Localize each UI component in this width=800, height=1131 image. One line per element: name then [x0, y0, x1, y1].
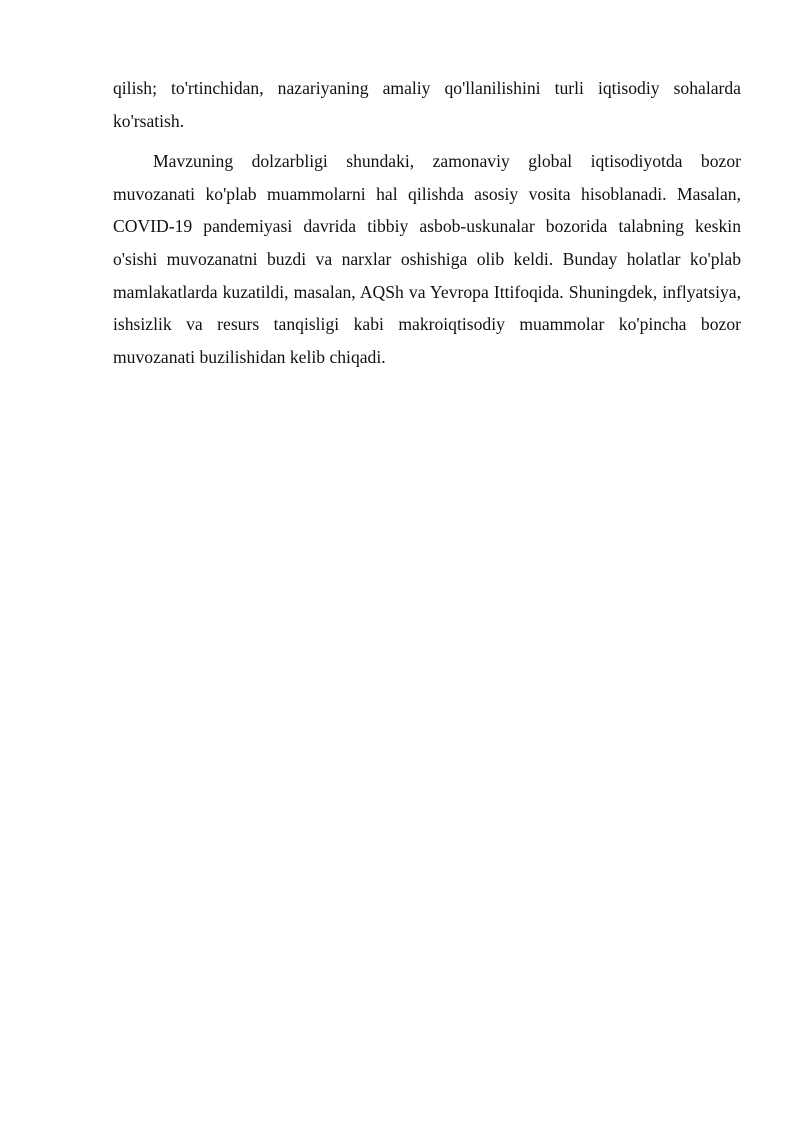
paragraph-relevance: Mavzuning dolzarbligi shundaki, zamonaviy global iqtisodiyotda bozor muvozanati ko'plab muammolarni hal qilishda asosiy vosita hisoblanadi. Masalan, COVID-19 pandemiyasi davrida tibbiy asbob-uskunalar bozorida talabning keskin o'sishi muvozanatni buzdi va narxlar oshishiga olib keldi. Bunday holatlar ko'plab mamlakatlarda kuzatildi, masalan, AQSh va Yevropa Ittifoqida. Shuningdek, inflyatsiya, ishsizlik va resurs tanqisligi kabi makroiqtisodiy muammolar ko'pincha bozor muvozanati buzilishidan kelib chiqadi. [113, 151, 741, 367]
paragraph-continuation: qilish; to'rtinchidan, nazariyaning amaliy qo'llanilishini turli iqtisodiy sohalarda ko'rsatish. [113, 78, 741, 131]
document-body [113, 72, 741, 373]
